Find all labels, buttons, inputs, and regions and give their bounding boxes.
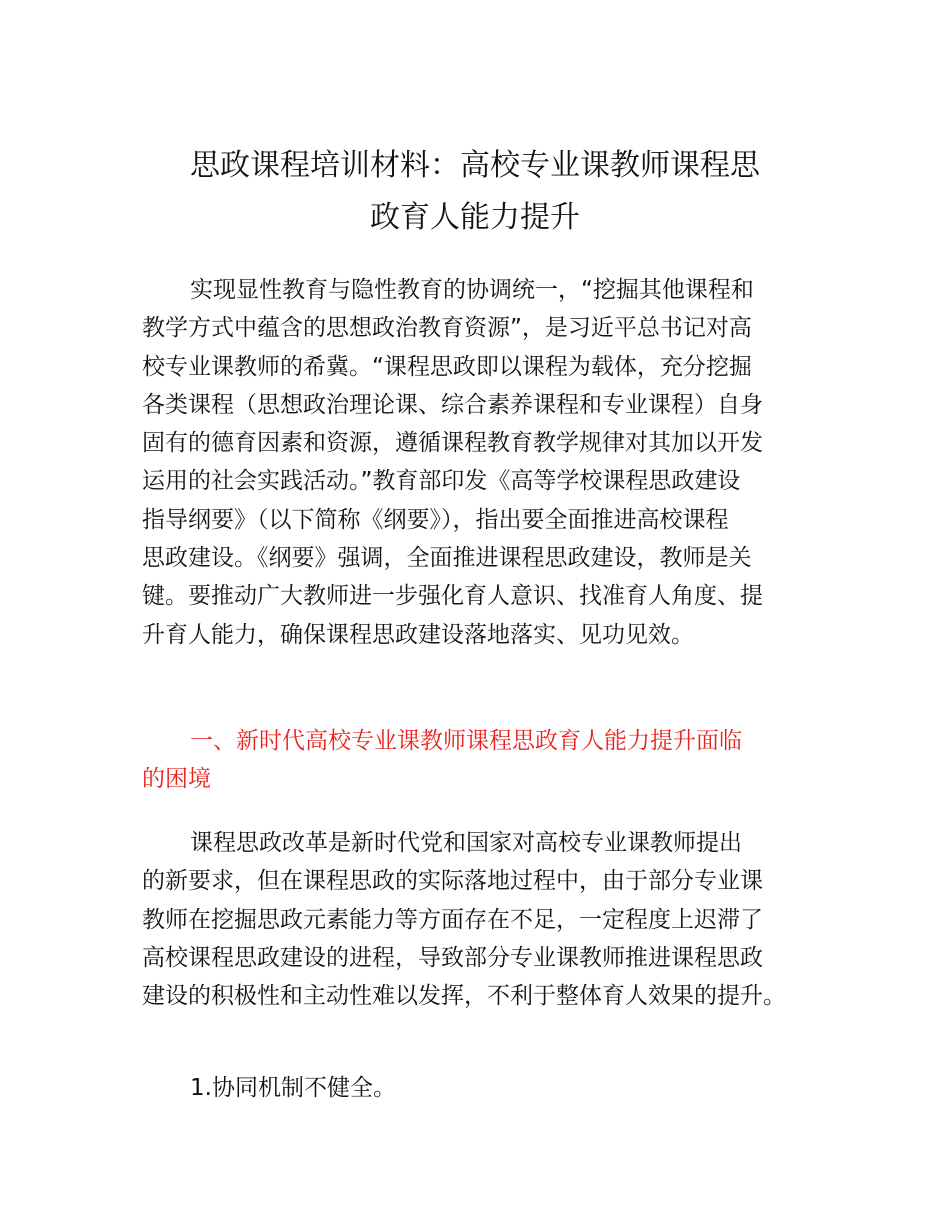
text-line: 建设的积极性和主动性难以发挥，不利于整体育人效果的提升。 [142, 983, 786, 1010]
heading-line: 一、新时代高校专业课教师课程思政育人能力提升面临 [190, 728, 742, 754]
text-line: 高校课程思政建设的进程，导致部分专业课教师推进课程思政 [142, 944, 763, 971]
document-title [0, 140, 950, 244]
heading-line: 的困境 [142, 766, 211, 793]
text-line: 教师在挖掘思政元素能力等方面存在不足，一定程度上迟滞了 [142, 906, 763, 933]
text-line: 键。要推动广大教师进一步强化育人意识、找准育人角度、提 [142, 583, 763, 610]
body-paragraph [142, 824, 786, 1015]
text-line: 固有的德育因素和资源，遵循课程教育教学规律对其加以开发 [142, 430, 763, 457]
subheading [142, 1069, 396, 1107]
text-line: 校专业课教师的希冀。“课程思政即以课程为载体，充分挖掘 [142, 353, 752, 380]
text-line: 教学方式中蕴含的思想政治教育资源”，是习近平总书记对高 [142, 315, 752, 342]
text-line: 指导纲要》（以下简称《纲要》），指出要全面推进高校课程 [142, 506, 729, 533]
text-line: 实现显性教育与隐性教育的协调统一，“挖掘其他课程和 [190, 277, 754, 303]
text-line: 课程思政改革是新时代党和国家对高校专业课教师提出 [190, 830, 742, 856]
title-line: 政育人能力提升 [370, 200, 580, 235]
text-line: 思政建设。《纲要》强调，全面推进课程思政建设，教师是关 [142, 545, 752, 572]
text-line: 升育人能力，确保课程思政建设落地落实、见功见效。 [142, 621, 694, 648]
title-line: 思政课程培训材料：高校专业课教师课程思 [190, 148, 760, 183]
text-line: 运用的社会实践活动。”教育部印发《高等学校课程思政建设 [142, 468, 741, 495]
intro-paragraph [142, 271, 763, 654]
subheading-line: 1.协同机制不健全。 [190, 1075, 396, 1101]
text-line: 各类课程（思想政治理论课、综合素养课程和专业课程）自身 [142, 391, 763, 418]
section-heading [142, 722, 742, 799]
text-line: 的新要求，但在课程思政的实际落地过程中，由于部分专业课 [142, 868, 763, 895]
